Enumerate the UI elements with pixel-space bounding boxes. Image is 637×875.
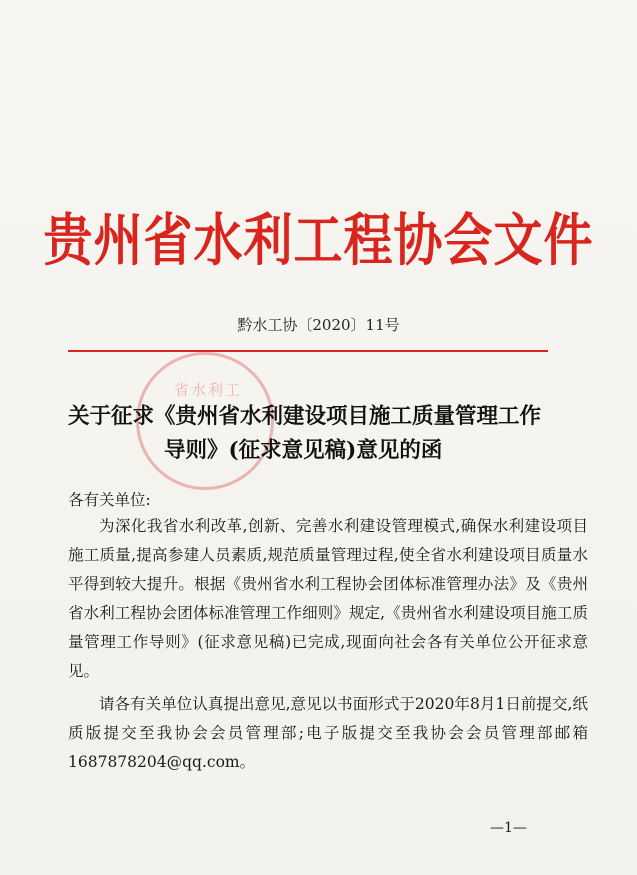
seal-text: 省水利工: [173, 381, 242, 399]
addressee: 各有关单位:: [68, 491, 151, 509]
page-number: —1—: [490, 820, 527, 836]
document-header-title: 贵州省水利工程协会文件: [43, 207, 594, 274]
body-paragraph-1: 为深化我省水利改革,创新、完善水利建设管理模式,确保水利建设项目施工质量,提高参建人员素质,规范质量管理过程,使全省水利建设项目质量水平得到较大提升。根据《贵州省水利工程协会团体标准管理办法》及《贵州省水利工程协会团体标准管理工作细则》规定,《贵州省水利建设项目施工质量管理工作导则》(征求意见稿)已完成,现面向社会各有关单位公开征求意见。: [68, 517, 588, 680]
letter-title-line2: 导则》(征求意见稿)意见的函: [164, 438, 443, 463]
body-paragraph-2: 请各有关单位认真提出意见,意见以书面形式于2020年8月1日前提交,纸质版提交至我协会会员管理部;电子版提交至我协会会员管理部邮箱1687878204@qq.com。: [68, 695, 588, 771]
document-number: 黔水工协〔2020〕11号: [237, 316, 400, 334]
letter-title: [68, 400, 578, 468]
letter-title-line1: 关于征求《贵州省水利建设项目施工质量管理工作: [68, 404, 542, 429]
red-divider-line: [68, 350, 548, 352]
